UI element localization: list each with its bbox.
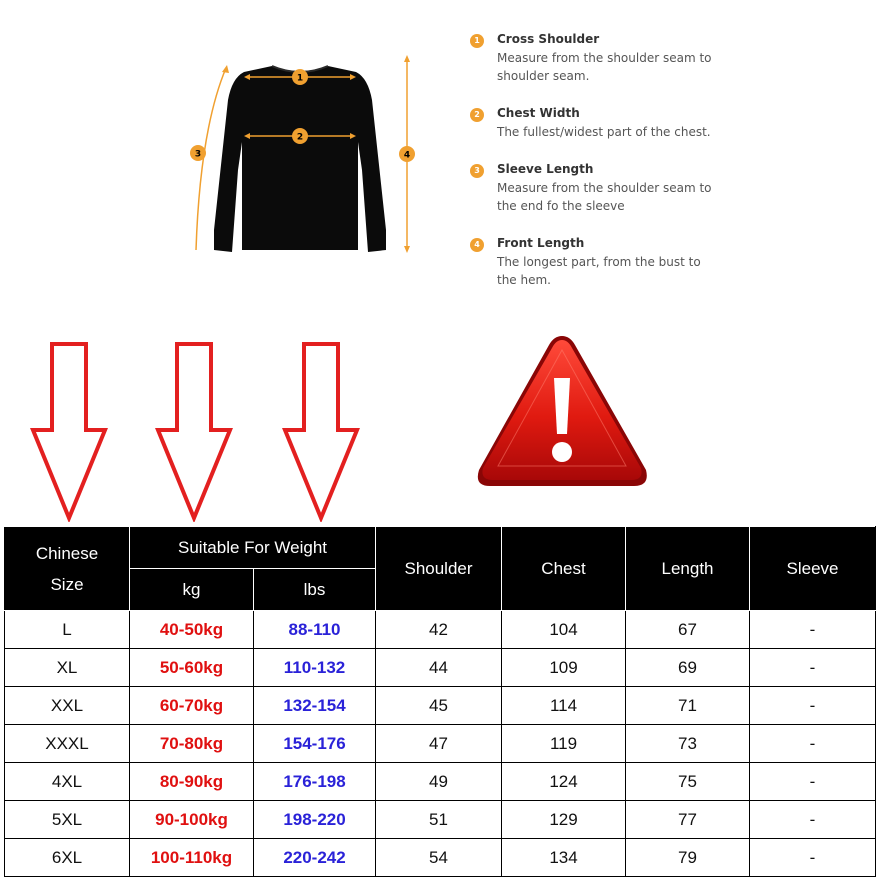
header-chinese-size: Chinese Size (5, 527, 130, 611)
marker-4: 4 (403, 150, 411, 161)
guide-number: 3 (470, 164, 484, 178)
table-row (5, 725, 876, 763)
cell-kg: 40-50kg (130, 611, 254, 649)
table-row (5, 839, 876, 877)
cell-lbs: 88-110 (254, 611, 376, 649)
marker-1: 1 (296, 73, 304, 84)
cell-sleeve: - (750, 801, 876, 839)
guide-title: Cross Shoulder (497, 32, 600, 46)
cell-chest: 104 (502, 611, 626, 649)
cell-chest: 109 (502, 649, 626, 687)
cell-chest: 134 (502, 839, 626, 877)
cell-shoulder: 49 (376, 763, 502, 801)
guide-description: The longest part, from the bust to the hem. (497, 255, 701, 287)
warning-exclamation-icon (472, 330, 652, 492)
guide-number: 1 (470, 34, 484, 48)
marker-3: 3 (194, 149, 202, 160)
guide-description: The fullest/widest part of the chest. (497, 125, 711, 139)
header-shoulder: Shoulder (376, 527, 502, 611)
table-row (5, 801, 876, 839)
header-sleeve: Sleeve (750, 527, 876, 611)
table-row (5, 687, 876, 725)
cell-size: XXL (5, 687, 130, 725)
cell-size: L (5, 611, 130, 649)
sweater-measurement-diagram (180, 50, 420, 260)
cell-shoulder: 42 (376, 611, 502, 649)
cell-length: 69 (626, 649, 750, 687)
header-length: Length (626, 527, 750, 611)
table-row (5, 649, 876, 687)
cell-length: 67 (626, 611, 750, 649)
cell-size: 4XL (5, 763, 130, 801)
cell-shoulder: 51 (376, 801, 502, 839)
header-chest: Chest (502, 527, 626, 611)
size-chart-table (4, 526, 876, 877)
table-row (5, 611, 876, 649)
cell-shoulder: 47 (376, 725, 502, 763)
sweater-illustration (180, 50, 420, 260)
cell-lbs: 176-198 (254, 763, 376, 801)
guide-number: 4 (470, 238, 484, 252)
guide-title: Sleeve Length (497, 162, 594, 176)
cell-length: 79 (626, 839, 750, 877)
marker-2: 2 (296, 132, 304, 143)
cell-length: 71 (626, 687, 750, 725)
cell-chest: 129 (502, 801, 626, 839)
cell-kg: 60-70kg (130, 687, 254, 725)
cell-lbs: 198-220 (254, 801, 376, 839)
cell-lbs: 132-154 (254, 687, 376, 725)
down-arrow-icon (30, 342, 108, 522)
header-kg: kg (130, 569, 254, 611)
cell-kg: 90-100kg (130, 801, 254, 839)
guide-title: Front Length (497, 236, 585, 250)
cell-sleeve: - (750, 687, 876, 725)
cell-kg: 70-80kg (130, 725, 254, 763)
header-lbs: lbs (254, 569, 376, 611)
guide-description: Measure from the shoulder seam to shoulder seam. (497, 51, 712, 83)
cell-shoulder: 54 (376, 839, 502, 877)
guide-title: Chest Width (497, 106, 580, 120)
cell-sleeve: - (750, 611, 876, 649)
cell-length: 77 (626, 801, 750, 839)
down-arrow-icon (282, 342, 360, 522)
cell-length: 73 (626, 725, 750, 763)
cell-sleeve: - (750, 839, 876, 877)
cell-length: 75 (626, 763, 750, 801)
header-suitable-weight: Suitable For Weight (130, 527, 376, 569)
cell-lbs: 110-132 (254, 649, 376, 687)
cell-lbs: 220-242 (254, 839, 376, 877)
cell-size: 6XL (5, 839, 130, 877)
cell-sleeve: - (750, 763, 876, 801)
cell-size: XXXL (5, 725, 130, 763)
cell-chest: 124 (502, 763, 626, 801)
cell-sleeve: - (750, 725, 876, 763)
cell-shoulder: 45 (376, 687, 502, 725)
cell-shoulder: 44 (376, 649, 502, 687)
guide-description: Measure from the shoulder seam to the end fo the sleeve (497, 181, 712, 213)
cell-chest: 119 (502, 725, 626, 763)
cell-kg: 80-90kg (130, 763, 254, 801)
cell-sleeve: - (750, 649, 876, 687)
cell-kg: 100-110kg (130, 839, 254, 877)
table-row (5, 763, 876, 801)
sweater-shape (214, 66, 386, 252)
guide-number: 2 (470, 108, 484, 122)
cell-chest: 114 (502, 687, 626, 725)
cell-size: 5XL (5, 801, 130, 839)
cell-kg: 50-60kg (130, 649, 254, 687)
down-arrow-icon (155, 342, 233, 522)
cell-lbs: 154-176 (254, 725, 376, 763)
cell-size: XL (5, 649, 130, 687)
